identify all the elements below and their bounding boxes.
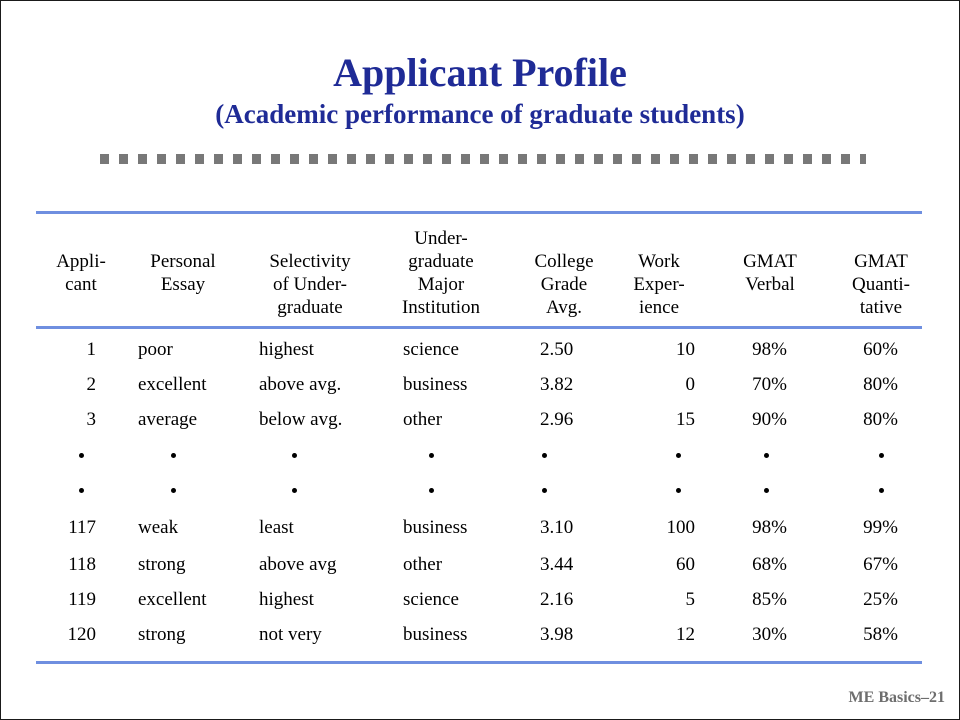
table-header-rule: [36, 326, 922, 329]
table-cell-work-exp: 0: [685, 374, 695, 395]
table-cell-gmat-verbal: 98%: [752, 339, 787, 360]
table-cell-essay: strong: [138, 624, 186, 645]
ellipsis-dot: [429, 488, 434, 493]
table-cell-work-exp: 60: [676, 554, 695, 575]
column-header-grade-avg: College Grade Avg.: [534, 251, 594, 318]
table-cell-grade-avg: 3.10: [540, 517, 574, 538]
table-cell-gmat-verbal: 30%: [752, 624, 787, 645]
table-cell-essay: weak: [138, 517, 179, 538]
table-cell-work-exp: 15: [676, 409, 695, 430]
table-cell-gmat-quant: 25%: [863, 589, 898, 610]
table-cell-major: other: [403, 554, 443, 575]
table-cell-selectivity: highest: [259, 339, 314, 360]
table-cell-major: other: [403, 409, 443, 430]
table-cell-applicant: 1: [86, 339, 96, 360]
column-header-essay: Personal Essay: [150, 251, 216, 295]
ellipsis-dot: [879, 453, 884, 458]
table-cell-applicant: 2: [86, 374, 96, 395]
table-top-rule: [36, 211, 922, 214]
column-header-selectivity: Selectivity of Under- graduate: [269, 251, 351, 318]
table-cell-applicant: 118: [68, 554, 96, 575]
table-cell-selectivity: highest: [259, 589, 314, 610]
ellipsis-dot: [292, 488, 297, 493]
column-header-major: Under- graduate Major Institution: [401, 228, 481, 318]
table-cell-selectivity: above avg: [259, 554, 337, 575]
table-cell-gmat-quant: 60%: [863, 339, 898, 360]
table-cell-grade-avg: 3.44: [540, 554, 574, 575]
table-cell-major: business: [403, 624, 468, 645]
table-cell-essay: average: [138, 409, 198, 430]
table-cell-essay: excellent: [138, 589, 207, 610]
dashed-divider: [100, 154, 866, 164]
table-cell-gmat-quant: 67%: [863, 554, 898, 575]
table-cell-grade-avg: 2.16: [540, 589, 574, 610]
column-header-work-exp: Work Exper- ience: [633, 251, 685, 318]
table-cell-work-exp: 100: [666, 517, 695, 538]
table-cell-gmat-quant: 80%: [863, 374, 898, 395]
ellipsis-dot: [79, 488, 84, 493]
ellipsis-dot: [171, 453, 176, 458]
ellipsis-dot: [676, 453, 681, 458]
table-cell-grade-avg: 2.50: [540, 339, 574, 360]
ellipsis-dot: [292, 453, 297, 458]
table-cell-work-exp: 5: [685, 589, 695, 610]
table-cell-gmat-quant: 58%: [863, 624, 898, 645]
table-cell-gmat-verbal: 85%: [752, 589, 787, 610]
ellipsis-dot: [171, 488, 176, 493]
table-cell-essay: strong: [138, 554, 186, 575]
ellipsis-dot: [764, 488, 769, 493]
table-cell-applicant: 119: [68, 589, 96, 610]
table-bottom-rule: [36, 661, 922, 664]
column-header-gmat-verbal: GMAT Verbal: [743, 251, 797, 295]
table-cell-selectivity: above avg.: [259, 374, 342, 395]
table-cell-grade-avg: 3.98: [540, 624, 574, 645]
table-cell-essay: excellent: [138, 374, 207, 395]
table-cell-applicant: 117: [68, 517, 96, 538]
ellipsis-dot: [542, 488, 547, 493]
table-cell-work-exp: 12: [676, 624, 695, 645]
table-cell-selectivity: least: [259, 517, 294, 538]
page-title: Applicant Profile: [333, 50, 627, 95]
table-cell-gmat-verbal: 98%: [752, 517, 787, 538]
table-cell-work-exp: 10: [676, 339, 695, 360]
ellipsis-dot: [429, 453, 434, 458]
ellipsis-dot: [79, 453, 84, 458]
ellipsis-dot: [676, 488, 681, 493]
table-cell-essay: poor: [138, 339, 173, 360]
table-cell-gmat-verbal: 70%: [752, 374, 787, 395]
table-cell-gmat-quant: 80%: [863, 409, 898, 430]
table-cell-major: business: [403, 374, 468, 395]
table-cell-applicant: 120: [67, 624, 96, 645]
slide-footer: ME Basics–21: [848, 689, 945, 706]
table-cell-major: science: [403, 339, 459, 360]
table-cell-applicant: 3: [86, 409, 96, 430]
column-header-applicant: Appli- cant: [56, 251, 106, 295]
page-subtitle: (Academic performance of graduate students): [215, 99, 745, 129]
ellipsis-dot: [542, 453, 547, 458]
column-header-gmat-quant: GMAT Quanti- tative: [851, 251, 911, 318]
ellipsis-dot: [879, 488, 884, 493]
ellipsis-dot: [764, 453, 769, 458]
table-cell-major: science: [403, 589, 459, 610]
table-cell-gmat-verbal: 68%: [752, 554, 787, 575]
table-cell-selectivity: not very: [259, 624, 322, 645]
table-cell-gmat-quant: 99%: [863, 517, 898, 538]
table-cell-major: business: [403, 517, 468, 538]
table-cell-grade-avg: 2.96: [540, 409, 574, 430]
table-cell-gmat-verbal: 90%: [752, 409, 787, 430]
table-cell-selectivity: below avg.: [259, 409, 343, 430]
table-cell-grade-avg: 3.82: [540, 374, 574, 395]
